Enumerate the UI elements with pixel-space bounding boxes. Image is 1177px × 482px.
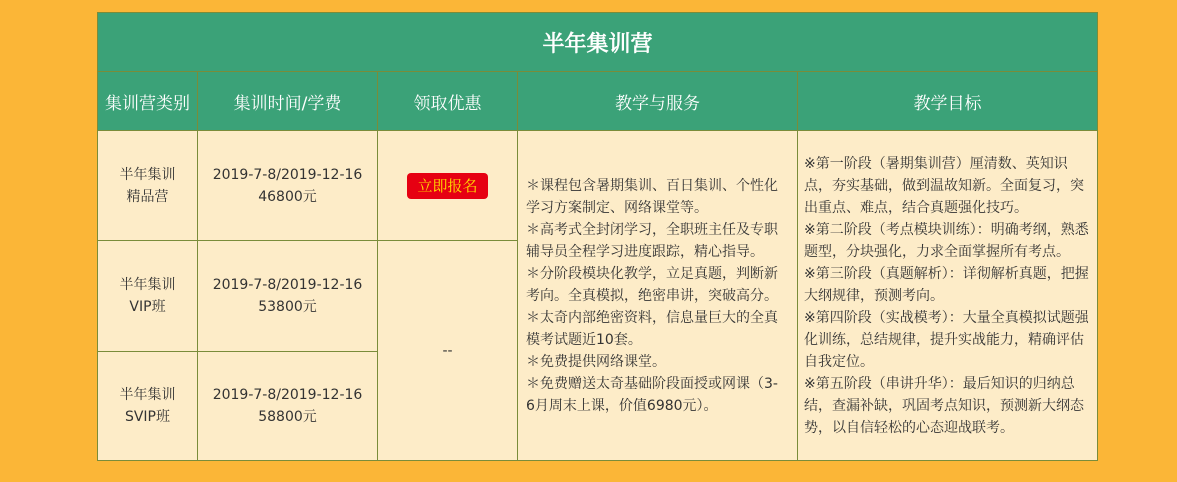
service-item: ＊太奇内部绝密资料，信息量巨大的全真模考试题近10套。 — [526, 309, 778, 348]
discount-cell — [378, 131, 518, 241]
header-time-fee: 集训时间/学费 — [198, 72, 378, 131]
time-fee-cell — [198, 241, 378, 352]
goal-item: ※第一阶段（暑期集训营）厘清数、英知识点，夯实基础，做到温故知新。全面复习，突出重点、难点，结合真题强化技巧。 — [804, 155, 1084, 216]
camp-fee: 58800元 — [258, 409, 317, 425]
camp-table-wrapper — [97, 12, 1097, 461]
service-item: ＊分阶段模块化教学，立足真题，判断新考向。全真模拟，绝密串讲，突破高分。 — [526, 265, 778, 304]
camp-table — [97, 12, 1098, 461]
service-item: ＊高考式全封闭学习，全职班主任及专职辅导员全程学习进度跟踪，精心指导。 — [526, 221, 778, 260]
category-name: 半年集训 — [119, 166, 176, 183]
goal-item: ※第五阶段（串讲升华）：最后知识的归纳总结，查漏补缺，巩固考点知识，预测新大纲态势，以自信轻松的心态迎战联考。 — [804, 375, 1084, 436]
service-item: ＊免费赠送太奇基础阶段面授或网课（3-6月周末上课，价值6980元）。 — [526, 375, 778, 414]
goal-item: ※第三阶段（真题解析）：详彻解析真题，把握大纲规律，预测考向。 — [804, 265, 1089, 304]
table-title: 半年集训营 — [98, 13, 1098, 72]
time-fee-cell — [198, 131, 378, 241]
header-goals: 教学目标 — [798, 72, 1098, 131]
header-discount: 领取优惠 — [378, 72, 518, 131]
category-tier: VIP班 — [129, 299, 166, 315]
camp-dates: 2019-7-8/2019-12-16 — [212, 166, 363, 183]
service-item: ＊免费提供网络课堂。 — [526, 353, 666, 370]
goals-cell — [798, 131, 1098, 461]
goal-item: ※第二阶段（考点模块训练）：明确考纲，熟悉题型，分块强化，力求全面掌握所有考点。 — [804, 221, 1089, 260]
category-name: 半年集训 — [119, 387, 176, 403]
table-row — [98, 131, 1098, 241]
service-item: ＊课程包含暑期集训、百日集训、个性化学习方案制定、网络课堂等。 — [526, 177, 778, 216]
category-cell — [98, 352, 198, 461]
category-tier: SVIP班 — [124, 409, 171, 425]
header-services: 教学与服务 — [518, 72, 798, 131]
camp-dates: 2019-7-8/2019-12-16 — [212, 387, 363, 403]
category-name: 半年集训 — [119, 277, 176, 293]
category-tier: 精品营 — [126, 188, 169, 205]
header-category: 集训营类别 — [98, 72, 198, 131]
camp-fee: 46800元 — [258, 188, 317, 205]
category-cell — [98, 131, 198, 241]
camp-fee: 53800元 — [258, 299, 317, 315]
goal-item: ※第四阶段（实战模考）：大量全真模拟试题强化训练，总结规律，提升实战能力，精确评估自我定位。 — [804, 309, 1089, 370]
time-fee-cell — [198, 352, 378, 461]
signup-button[interactable]: 立即报名 — [407, 173, 487, 199]
discount-placeholder-cell: -- — [378, 241, 518, 461]
header-row — [98, 72, 1098, 131]
camp-dates: 2019-7-8/2019-12-16 — [212, 277, 363, 293]
services-cell — [518, 131, 798, 461]
category-cell — [98, 241, 198, 352]
